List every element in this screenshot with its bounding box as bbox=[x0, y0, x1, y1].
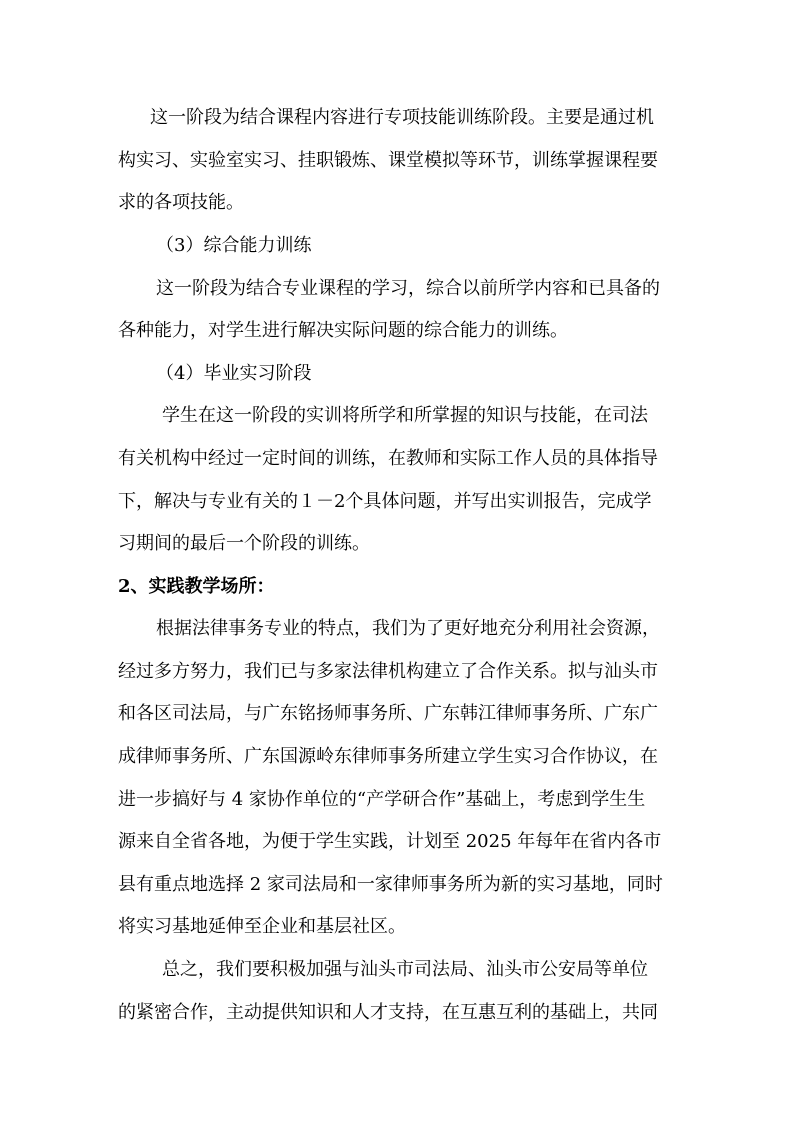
paragraph-line: 根据法律事务专业的特点，我们为了更好地充分利用社会资源， bbox=[156, 618, 660, 639]
paragraph-line: 总之，我们要积极加强与汕头市司法局、汕头市公安局等单位 bbox=[162, 959, 648, 980]
paragraph-line: 源来自全省各地，为便于学生实践，计划至 2025 年每年在省内各市 bbox=[118, 831, 662, 852]
paragraph-line: 这一阶段为结合专业课程的学习，综合以前所学内容和已具备的 bbox=[156, 278, 660, 299]
paragraph-line: 和各区司法局，与广东铭扬师事务所、广东韩江律师事务所、广东广 bbox=[118, 703, 658, 724]
paragraph-line: 经过多方努力，我们已与多家法律机构建立了合作关系。拟与汕头市 bbox=[118, 661, 658, 682]
section-heading: （4）毕业实习阶段 bbox=[156, 363, 312, 384]
paragraph-line: 将实习基地延伸至企业和基层社区。 bbox=[118, 916, 406, 937]
paragraph-line: 各种能力，对学生进行解决实际问题的综合能力的训练。 bbox=[118, 320, 568, 341]
paragraph-line: 下，解决与专业有关的１－2个具体问题，并写出实训报告，完成学 bbox=[118, 491, 652, 512]
section-heading-bold: 2、实践教学场所： bbox=[118, 576, 275, 597]
paragraph-line: 这一阶段为结合课程内容进行专项技能训练阶段。主要是通过机 bbox=[150, 107, 654, 128]
paragraph-line: 构实习、实验室实习、挂职锻炼、课堂模拟等环节，训练掌握课程要 bbox=[118, 150, 658, 171]
paragraph-line: 成律师事务所、广东国源岭东律师事务所建立学生实习合作协议，在 bbox=[118, 746, 658, 767]
paragraph-line: 求的各项技能。 bbox=[118, 192, 244, 213]
paragraph-line: 有关机构中经过一定时间的训练，在教师和实际工作人员的具体指导 bbox=[118, 448, 658, 469]
paragraph-line: 进一步搞好与 4 家协作单位的“产学研合作”基础上，考虑到学生生 bbox=[118, 789, 646, 810]
section-heading: （3）综合能力训练 bbox=[156, 235, 312, 256]
paragraph-line: 的紧密合作，主动提供知识和人才支持，在互惠互利的基础上，共同 bbox=[118, 1002, 658, 1023]
paragraph-line: 习期间的最后一个阶段的训练。 bbox=[118, 533, 370, 554]
paragraph-line: 县有重点地选择 2 家司法局和一家律师事务所为新的实习基地，同时 bbox=[118, 874, 663, 895]
paragraph-line: 学生在这一阶段的实训将所学和所掌握的知识与技能，在司法 bbox=[162, 405, 648, 426]
